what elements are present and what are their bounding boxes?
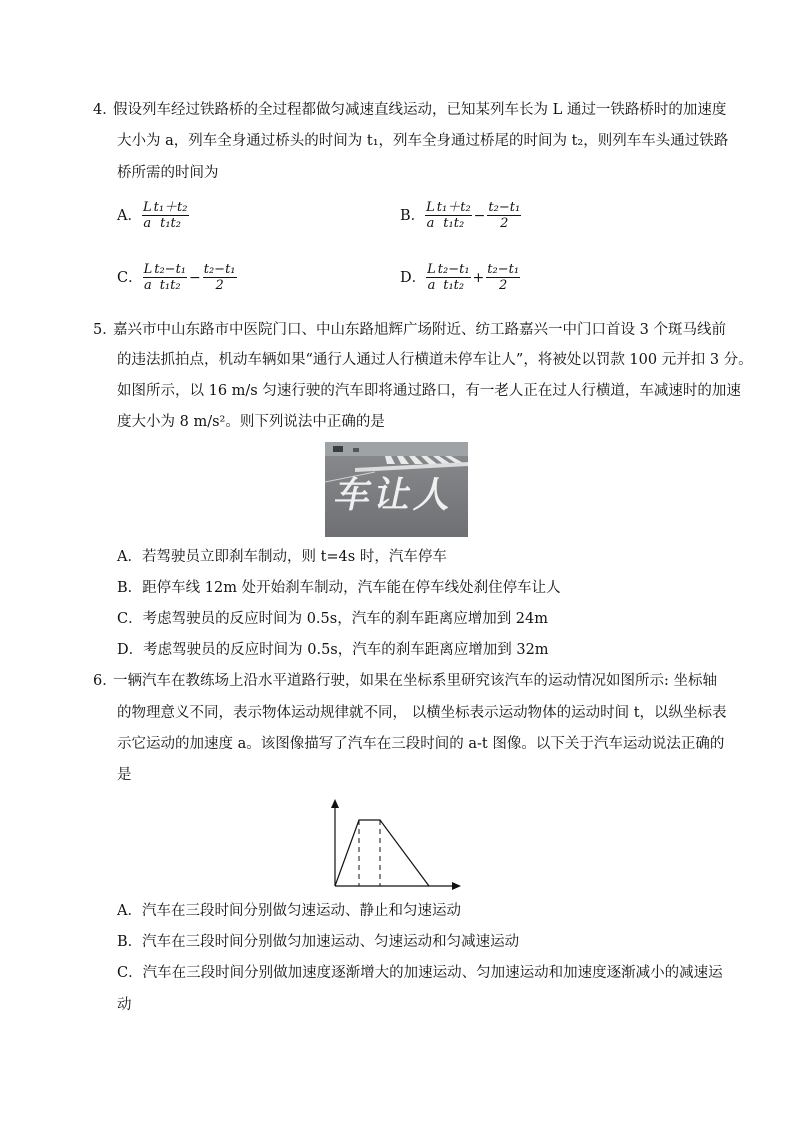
fraction: $\frac{\text{t₂−t₁}}{\text{t₁t₂}}$ xyxy=(437,262,470,293)
x-axis-arrow xyxy=(452,882,461,890)
option-a[interactable] xyxy=(117,200,189,231)
graph-line xyxy=(335,820,429,886)
question-text-line: 是 xyxy=(117,767,132,783)
option-c[interactable]: C．考虑驾驶员的反应时间为 0.5s，汽车的刹车距离应增加到 24m xyxy=(117,611,549,627)
option-d[interactable]: D．考虑驾驶员的反应时间为 0.5s，汽车的刹车距离应增加到 32m xyxy=(117,642,549,658)
question-text-line: 的物理意义不同，表示物体运动规律就不同， 以横坐标表示运动物体的运动时间 t，以纵坐标表 xyxy=(117,705,727,721)
question-number: 4． xyxy=(93,102,117,118)
fraction: $\frac{L}{a}$ xyxy=(143,262,153,293)
road-marking-photo xyxy=(325,442,468,537)
option-b[interactable] xyxy=(400,200,521,231)
option-a[interactable]: A．若驾驶员立即刹车制动，则 t=4s 时，汽车停车 xyxy=(117,549,447,565)
option-label: D． xyxy=(400,269,427,286)
operator: + xyxy=(472,269,485,286)
fraction: $\frac{\text{t₂−t₁}}{2}$ xyxy=(488,200,521,231)
option-c[interactable]: C．汽车在三段时间分别做加速度逐渐增大的加速运动、匀加速运动和加速度逐渐减小的减速运 xyxy=(117,965,723,981)
question-number: 6． xyxy=(93,673,117,689)
question-text-line: 假设列车经过铁路桥的全过程都做匀减速直线运动，已知某列车长为 L 通过一铁路桥时的加速度 xyxy=(113,102,727,118)
option-b[interactable]: B．汽车在三段时间分别做匀加速运动、匀速运动和匀减速运动 xyxy=(117,934,520,950)
question-text-line: 嘉兴市中山东路市中医院门口、中山东路旭辉广场附近、纺工路嘉兴一中门口首设 3 个斑马线前 xyxy=(113,322,726,338)
operator: − xyxy=(189,269,201,286)
fraction: $\frac{\text{t₁＋t₂}}{\text{t₁t₂}}$ xyxy=(436,200,471,231)
operator: − xyxy=(473,207,486,224)
fraction: $\frac{\text{t₂−t₁}}{\text{t₁t₂}}$ xyxy=(154,262,187,293)
question-text-line: 如图所示，以 16 m/s 匀速行驶的汽车即将通过路口，有一老人正在过人行横道，车减速时的加速 xyxy=(117,383,741,399)
option-c[interactable] xyxy=(117,262,237,293)
question-text-line: 的违法抓拍点，机动车辆如果“通行人通过人行横道未停车让人”，将被处以罚款 100 元并扣 3 分。 xyxy=(117,352,753,368)
y-axis-arrow xyxy=(331,799,339,808)
fraction: $\frac{L}{a}$ xyxy=(427,262,436,293)
option-c-continued[interactable]: 动 xyxy=(117,997,132,1013)
fraction: $\frac{\text{t₁＋t₂}}{\text{t₁t₂}}$ xyxy=(153,200,188,231)
option-a[interactable]: A．汽车在三段时间分别做匀速运动、静止和匀速运动 xyxy=(117,903,461,919)
question-text-line: 桥所需的时间为 xyxy=(117,165,219,181)
a-t-graph xyxy=(320,797,465,894)
fraction: $\frac{L}{a}$ xyxy=(426,200,435,231)
question-number: 5． xyxy=(93,322,117,338)
option-label: A． xyxy=(117,207,142,224)
fraction: $\frac{\text{t₂−t₁}}{2}$ xyxy=(203,262,236,293)
fraction: $\frac{\text{t₂−t₁}}{2}$ xyxy=(487,262,520,293)
question-text-line: 度大小为 8 m/s²。则下列说法中正确的是 xyxy=(117,414,385,430)
fraction: $\frac{L}{a}$ xyxy=(142,200,152,231)
option-label: C． xyxy=(117,269,143,286)
option-label: B． xyxy=(400,207,426,224)
question-text-line: 示它运动的加速度 a。该图像描写了汽车在三段时间的 a-t 图像。以下关于汽车运动说法正确的 xyxy=(117,736,725,752)
question-text-line: 一辆汽车在教练场上沿水平道路行驶，如果在坐标系里研究该汽车的运动情况如图所示: 坐标轴 xyxy=(113,673,717,689)
road-marking-text: 车让人 xyxy=(330,475,460,516)
option-b[interactable]: B．距停车线 12m 处开始刹车制动，汽车能在停车线处刹住停车让人 xyxy=(117,580,561,596)
question-text-line: 大小为 a，列车全身通过桥头的时间为 t₁，列车全身通过桥尾的时间为 t₂，则列车车头通过铁路 xyxy=(117,133,729,149)
option-d[interactable] xyxy=(400,262,520,293)
